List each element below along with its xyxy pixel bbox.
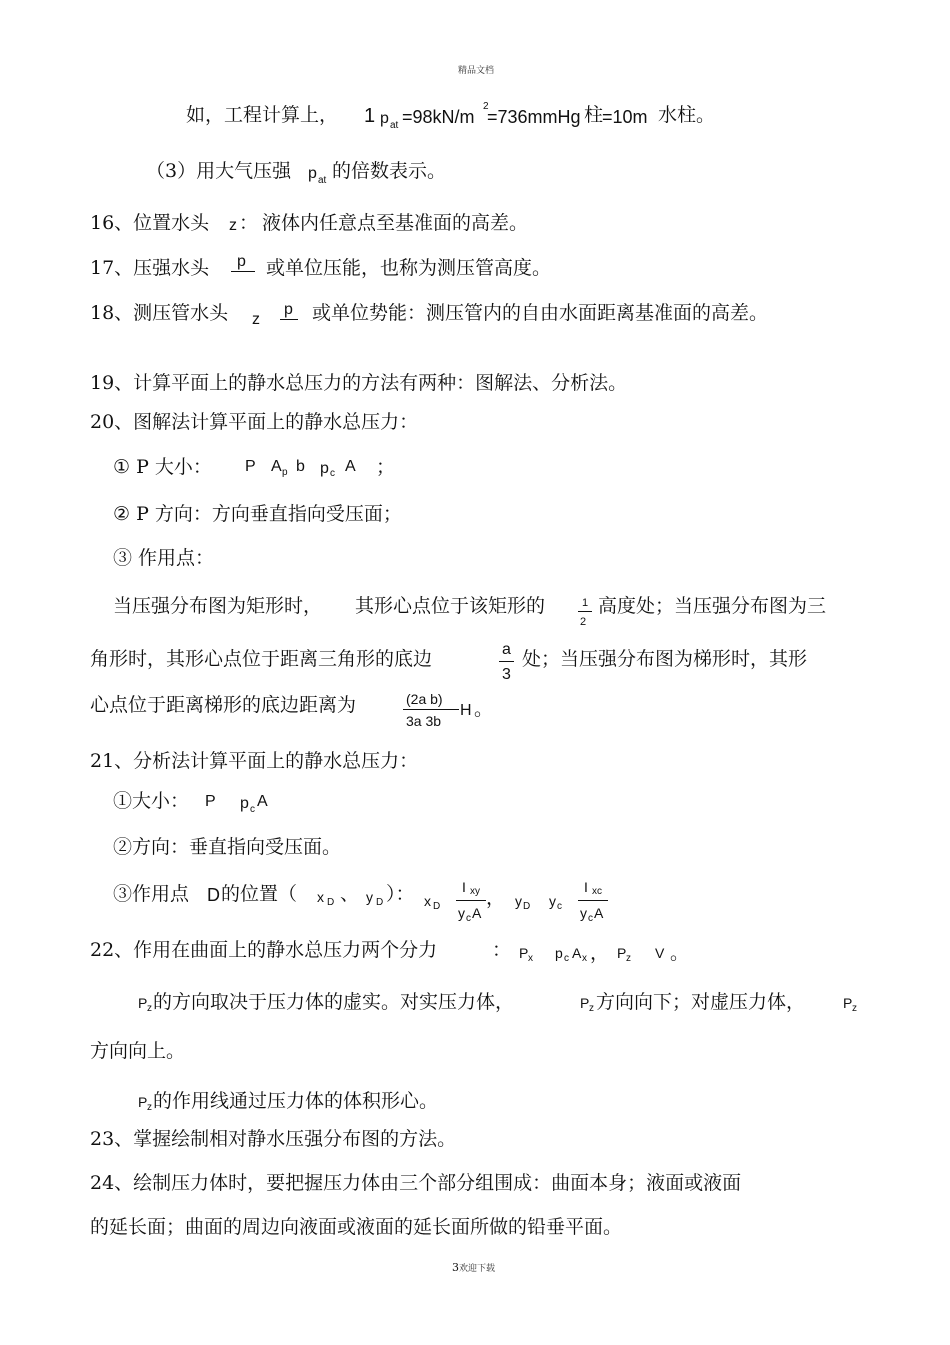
item20-trap-num: (2a b)	[406, 691, 443, 707]
item20-point: ③ 作用点：	[113, 547, 215, 569]
item21-yc-sub: c	[557, 901, 562, 912]
item21-P: P	[205, 793, 216, 810]
line3-p: p	[308, 165, 317, 182]
item20-trap-H: H	[460, 702, 472, 719]
example-at: at	[390, 120, 399, 131]
item21-D: D	[207, 885, 220, 905]
item20-pc: p	[320, 460, 329, 477]
item22-l2-z2: z	[589, 1003, 594, 1014]
item21-yD2: y	[515, 893, 522, 909]
item22-end: 。	[670, 942, 690, 964]
item22-x: x	[528, 953, 533, 964]
item22-pc: p	[555, 945, 563, 961]
item17-text: 或单位压能，也称为测压管高度。	[266, 257, 552, 279]
item21-den-A2: A	[594, 905, 604, 921]
item24-l1: 24、绘制压力体时，要把握压力体由三个部分组围成：曲面本身；液面或液面	[90, 1172, 742, 1194]
item20-para1a: 当压强分布图为矩形时，	[113, 595, 323, 617]
item20-A2: A	[345, 458, 356, 475]
item20-para3b: 。	[474, 698, 494, 720]
item24-l2: 的延长面；曲面的周边向液面或液面的延长面所做的铅垂平面。	[90, 1216, 623, 1238]
item21-A: A	[257, 793, 268, 810]
item21-xD2: x	[424, 893, 431, 909]
item21-den-y: y	[458, 905, 465, 921]
item21-den-c2: c	[588, 913, 593, 924]
item16-num: 16、位置水头	[90, 212, 210, 234]
item21-dir: ②方向：垂直指向受压面。	[113, 836, 342, 858]
item22-l2-P3: P	[843, 995, 853, 1011]
item21-yD2-sub: D	[523, 901, 531, 912]
item21-point-end: ）：	[386, 883, 415, 905]
item16-z: z	[229, 217, 237, 234]
item22-l3: 方向向上。	[90, 1040, 186, 1062]
example-eq1: =98kN/m	[402, 107, 475, 127]
item17-p: p	[237, 253, 246, 270]
item20-half-bar	[578, 611, 592, 612]
item22-l4: 的作用线通过压力体的体积形心。	[153, 1090, 439, 1112]
item21-num-I: I	[462, 879, 466, 895]
item20-a-bar	[499, 661, 514, 662]
item22-l4-P: P	[138, 1094, 148, 1110]
item20-half-den: 2	[580, 616, 587, 628]
footer-page-number: 3	[452, 1261, 459, 1274]
item22-l2-P2: P	[580, 995, 590, 1011]
item20-p-sub: p	[282, 467, 288, 478]
item21-xD-sub: D	[327, 897, 335, 908]
item22-c: c	[564, 953, 569, 964]
item21-yD-sub: D	[376, 897, 384, 908]
item21-p: p	[240, 795, 249, 812]
item21-size-label: ①大小：	[113, 790, 190, 812]
item20-dir: ② P 方向：方向垂直指向受压面；	[113, 503, 402, 525]
item21-num-I2: I	[584, 879, 588, 895]
item20-para2b: 处；当压强分布图为梯形时，其形	[522, 648, 808, 670]
item21-xD2-sub: D	[433, 901, 441, 912]
item22-z: z	[626, 953, 631, 964]
item21-den-y2: y	[580, 905, 587, 921]
item16-colon: ：	[239, 212, 259, 234]
item22-Px: P	[519, 945, 529, 961]
item20-para3a: 心点位于距离梯形的底边距离为	[90, 694, 357, 716]
item21-frac1-bar	[456, 900, 486, 901]
item18-z: z	[252, 311, 260, 328]
example-one: 1	[364, 105, 376, 127]
item16-text: 液体内任意点至基准面的高差。	[262, 212, 529, 234]
page-header: 精品文档	[458, 66, 495, 76]
example-prefix: 如，工程计算上，	[186, 104, 339, 126]
item22-l2-b: 方向向下；对虚压力体，	[596, 991, 806, 1013]
item21-title: 21、分析法计算平面上的静水总压力：	[90, 750, 419, 772]
item20-trap-den: 3a 3b	[406, 713, 442, 729]
item21-sep: 、	[340, 883, 360, 905]
item20-c: c	[330, 468, 335, 479]
item22-l2-z: z	[147, 1003, 152, 1014]
example-p: p	[380, 110, 389, 127]
item20-half-num: 1	[582, 597, 589, 609]
item20-trap-bar	[403, 709, 459, 710]
item-19: 19、计算平面上的静水总压力的方法有两种：图解法、分析法。	[90, 372, 628, 394]
item22-colon: ：	[492, 939, 512, 961]
item22-l4-z: z	[147, 1102, 152, 1113]
page-footer	[452, 1262, 495, 1274]
example-suffix: 水柱。	[658, 104, 716, 126]
example-eq2: =736mmHg	[487, 107, 581, 127]
item21-frac2-bar	[578, 900, 608, 901]
item22-ax: x	[582, 953, 587, 964]
item20-A: A	[271, 458, 282, 475]
item20-b: b	[296, 458, 305, 475]
item20-size-label: ① P 大小：	[113, 456, 212, 478]
item21-point-label: ③作用点	[113, 883, 190, 905]
line3-at: at	[318, 175, 327, 186]
item21-point-mid: 的位置（	[221, 883, 298, 905]
item22-l2-P: P	[138, 995, 148, 1011]
item-23: 23、掌握绘制相对静水压强分布图的方法。	[90, 1128, 457, 1150]
item21-xD: x	[317, 889, 324, 905]
item17-num: 17、压强水头	[90, 257, 210, 279]
item21-den-A: A	[472, 905, 482, 921]
footer-text: 欢迎下载	[459, 1264, 496, 1274]
item20-P: P	[245, 458, 256, 475]
line3-suffix: 的倍数表示。	[332, 160, 447, 182]
item22-Pz: P	[617, 945, 627, 961]
example-zhu: 柱	[584, 104, 604, 126]
item22-title: 22、作用在曲面上的静水总压力两个分力	[90, 939, 438, 961]
item18-num: 18、测压管水头	[90, 302, 229, 324]
item20-a-num: a	[502, 641, 511, 658]
item21-xc: xc	[592, 886, 602, 897]
item22-l2-a: 的方向取决于压力体的虚实。对实压力体，	[153, 991, 515, 1013]
item22-V: V	[655, 945, 665, 961]
item18-text: 或单位势能：测压管内的自由水面距离基准面的高差。	[312, 302, 769, 324]
item22-comma: ，	[590, 942, 610, 964]
item17-fraction-bar	[231, 271, 255, 272]
item20-para1b: 其形心点位于该矩形的	[355, 595, 546, 617]
item21-yc: y	[549, 893, 556, 909]
item18-p: p	[284, 301, 293, 318]
item21-c: c	[250, 804, 255, 815]
example-eq3: =10m	[602, 107, 648, 127]
item21-den-c: c	[466, 913, 471, 924]
item18-fraction-bar	[280, 319, 298, 320]
item20-a-den: 3	[502, 666, 511, 683]
item20-size-end: ；	[376, 456, 396, 478]
example-sup2: 2	[483, 101, 489, 112]
item21-comma: ，	[486, 887, 506, 909]
item21-yD: y	[366, 889, 373, 905]
line3-prefix: （3）用大气压强	[146, 160, 292, 182]
item20-title: 20、图解法计算平面上的静水总压力：	[90, 411, 419, 433]
item22-l2-z3: z	[852, 1003, 857, 1014]
item21-xy: xy	[470, 886, 480, 897]
item22-Ax: A	[572, 945, 582, 961]
item20-para2a: 角形时，其形心点位于距离三角形的底边	[90, 648, 433, 670]
item20-para1c: 高度处；当压强分布图为三	[598, 595, 827, 617]
